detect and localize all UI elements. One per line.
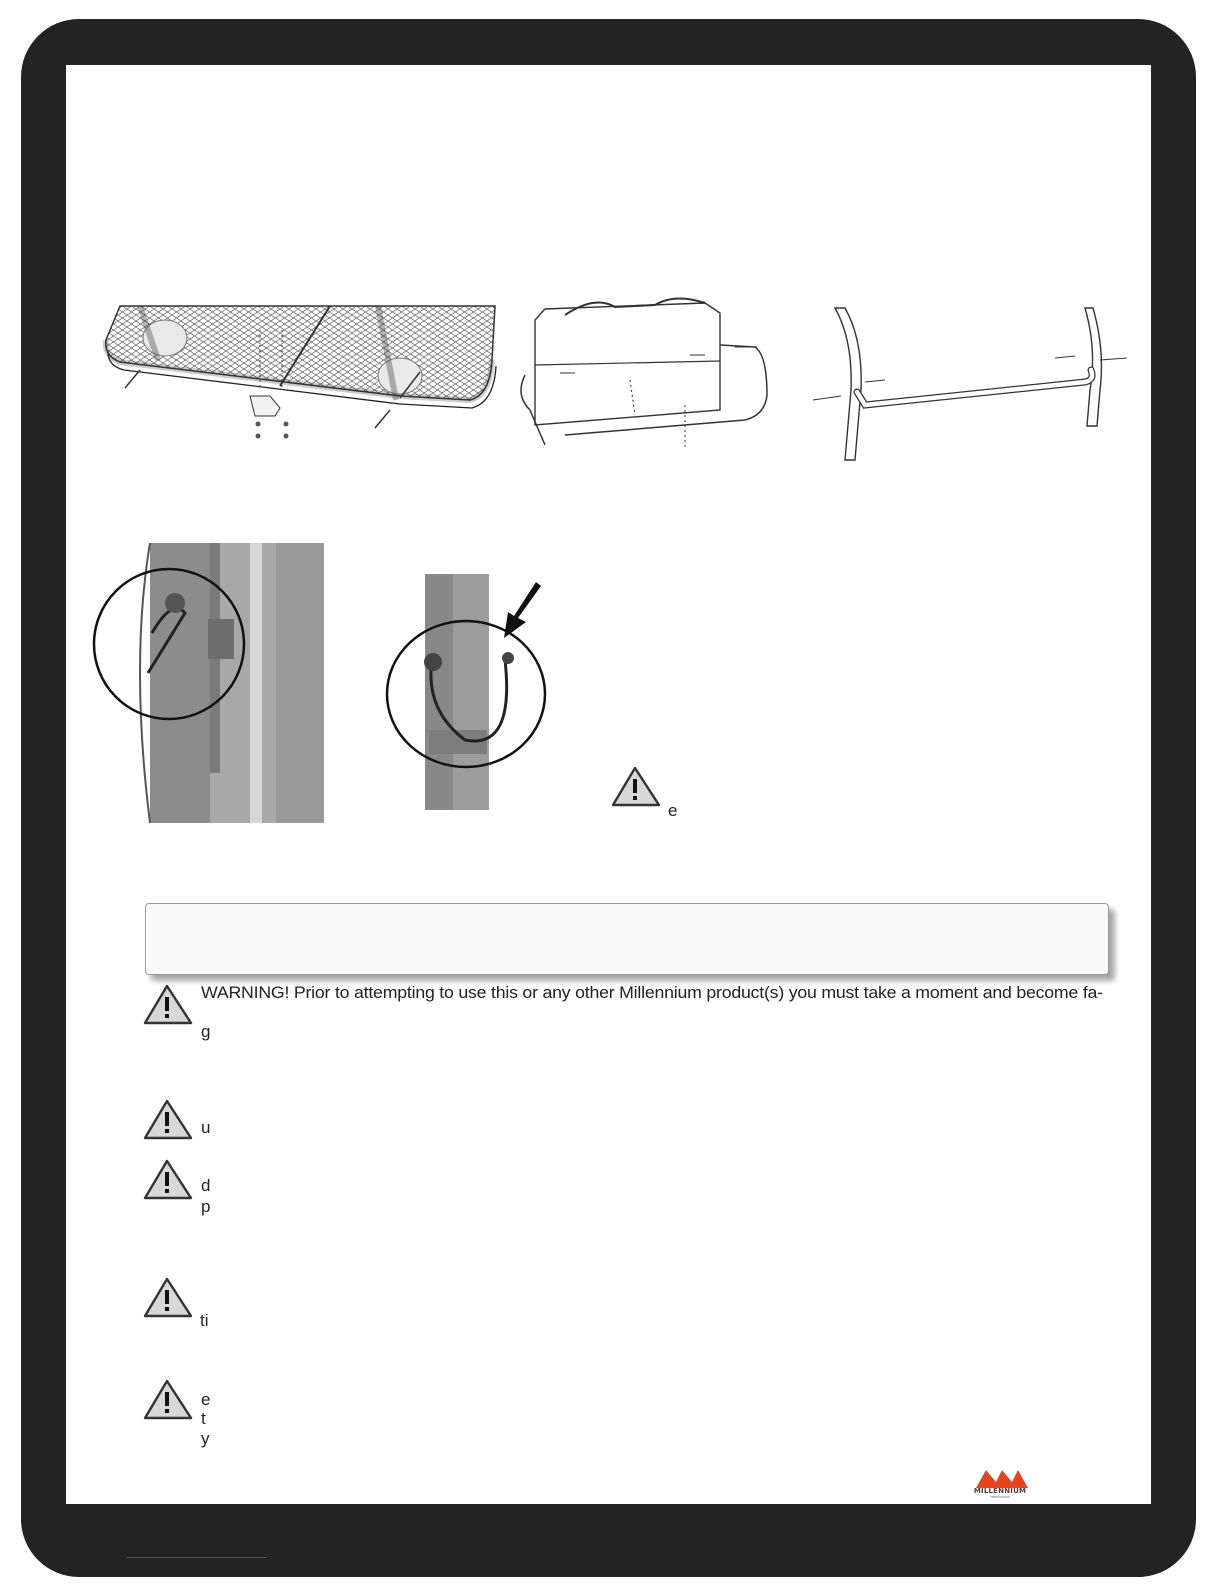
warning-3-line2: p (201, 1197, 211, 1216)
warning-5-line3: y (201, 1429, 210, 1448)
logo-tagline: TREESTANDS (990, 1495, 1010, 1499)
photo-caption-text: e (668, 801, 678, 820)
warning-5-line1: e (201, 1390, 211, 1409)
rail-assembly-diagram (805, 300, 1135, 465)
arrow-pointer-icon (500, 580, 545, 640)
warning-triangle-icon (611, 765, 663, 809)
seat-assembly-diagram (505, 285, 775, 455)
warning-2-text: u (201, 1118, 211, 1137)
warning-5-line2: t (201, 1409, 206, 1428)
platform-assembly-diagram (100, 300, 500, 450)
warning-4-text: ti (200, 1311, 209, 1330)
logo-name: MILLENNIUM (973, 1487, 1027, 1495)
warning-3-line1: d (201, 1176, 211, 1195)
millennium-logo-mark (976, 1468, 1028, 1488)
footer-link-underline[interactable] (127, 1557, 267, 1558)
warning-triangle-icon (143, 1276, 195, 1320)
warning-triangle-icon (143, 1158, 195, 1202)
warning-triangle-icon (143, 1098, 195, 1142)
notice-box (145, 903, 1109, 975)
pin-detail-photo-1 (90, 543, 330, 823)
warning-triangle-icon (143, 1378, 195, 1422)
warning-triangle-icon (143, 983, 195, 1027)
warning-1-continuation: g (201, 1022, 211, 1041)
warning-paragraph-1: WARNING! Prior to attempting to use this or any other Millennium product(s) you must take a moment and become fa- (201, 983, 1103, 1002)
